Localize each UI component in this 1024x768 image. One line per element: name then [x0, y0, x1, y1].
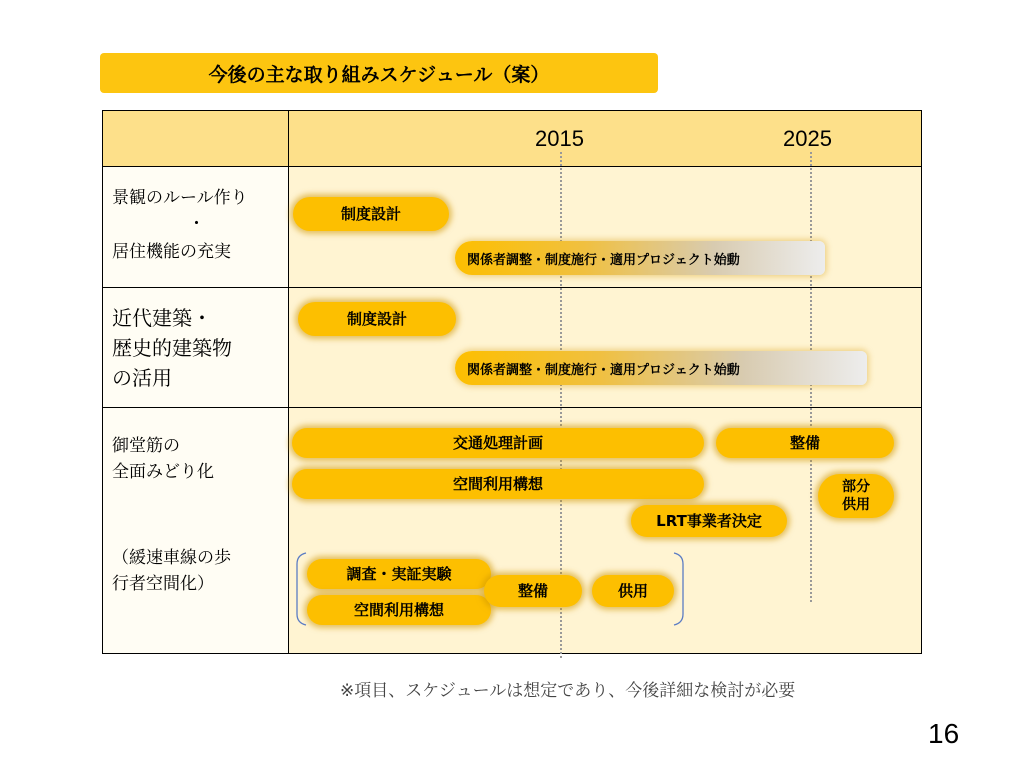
row3-bar-space-concept: 空間利用構想 — [292, 469, 704, 499]
header-left-cell — [103, 111, 289, 167]
row1-bar-design: 制度設計 — [293, 197, 449, 231]
row1-label-line3: 居住機能の充実 — [112, 242, 231, 262]
year-label-2015: 2015 — [535, 126, 584, 151]
row3-label-line2: 全面みどり化 — [112, 462, 214, 482]
year-label-2025: 2025 — [783, 126, 832, 151]
row3-sublabel-line1: （緩速車線の歩 — [112, 548, 231, 568]
row1-label-line1: 景観のルール作り — [112, 188, 248, 208]
row3-sub-bar-use: 供用 — [592, 575, 674, 607]
row3-sub-bar-improvement: 整備 — [484, 575, 582, 607]
row3-label-line1: 御堂筋の — [112, 436, 180, 456]
right-bracket — [672, 552, 686, 626]
row2-label-line2: 歴史的建築物 — [112, 336, 232, 360]
row1-label-line2: ・ — [188, 214, 205, 234]
row3-bar-lrt-operator: LRT事業者決定 — [631, 505, 787, 537]
row3-bar-partial-use: 部分 供用 — [818, 474, 894, 518]
row2-label-line3: の活用 — [112, 366, 172, 390]
row3-sublabel-line2: 行者空間化） — [112, 574, 214, 594]
footnote: ※項目、スケジュールは想定であり、今後詳細な検討が必要 — [340, 681, 796, 701]
row3-bar-improvement: 整備 — [716, 428, 894, 458]
row3-sub-bar-space-concept: 空間利用構想 — [307, 595, 491, 625]
row3-bar-traffic-plan: 交通処理計画 — [292, 428, 704, 458]
row1-bar-implementation: 関係者調整・制度施行・適用プロジェクト始動 — [455, 241, 825, 275]
page-number: 16 — [928, 718, 960, 749]
left-bracket — [294, 552, 308, 626]
row3-sub-bar-survey: 調査・実証実験 — [307, 559, 491, 589]
row2-bar-design: 制度設計 — [298, 302, 456, 336]
row2-bar-implementation: 関係者調整・制度施行・適用プロジェクト始動 — [455, 351, 867, 385]
row2-label-line1: 近代建築・ — [112, 306, 212, 330]
slide-title: 今後の主な取り組みスケジュール（案） — [100, 53, 658, 93]
